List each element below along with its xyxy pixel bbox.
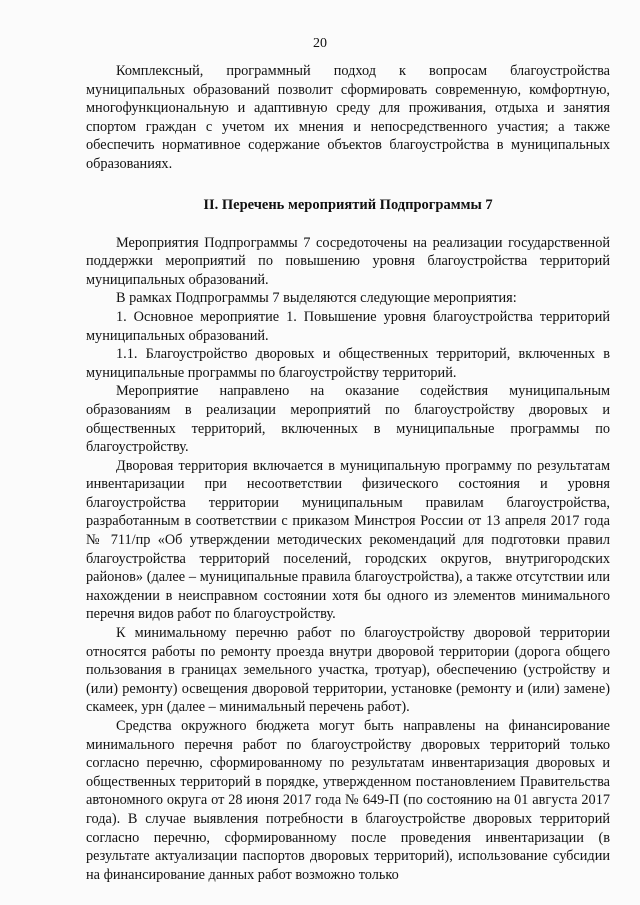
section-title: II. Перечень мероприятий Подпрограммы 7 <box>203 196 493 213</box>
paragraph: Средства окружного бюджета могут быть направлены на финансирование минимального перечня работ по благоустройству дворовых территорий только согласно перечню, сформированному по результатам инвентаризация дворовых и общественных территорий в порядке, утвержденном постановлением Правительства автономного округа от 28 июня 2017 года № 649-П (по состоянию на 01 августа 2017 года). В случае выявления потребности в благоустройстве дворовых территорий согласно перечню, сформированному после проведения инвентаризации (в результате актуализации паспортов дворовых территорий), использование субсидии на финансирование данных работ возможно только <box>86 718 610 883</box>
paragraph: Мероприятие направлено на оказание содействия муниципальным образованиям в реализации мероприятий по благоустройству дворовых и общественных территорий, включенных в муниципальные программы по благоустройству. <box>86 383 610 456</box>
paragraph: К минимальному перечню работ по благоустройству дворовой территории относятся работы по ремонту проезда внутри дворовой территории (дорога общего пользования в границах земельного участка, тротуар), обеспечению (устройству и (или) ремонту) освещения дворовой территории, установке (ремонту и (или) замене) скамеек, урн (далее – минимальный перечень работ). <box>86 625 610 716</box>
document-body <box>86 62 610 884</box>
paragraph: 1.1. Благоустройство дворовых и общественных территорий, включенных в муниципальные программы по благоустройству территорий. <box>86 346 610 381</box>
paragraph: В рамках Подпрограммы 7 выделяются следующие мероприятия: <box>116 290 517 307</box>
paragraph: 1. Основное мероприятие 1. Повышение уровня благоустройства территорий муниципальных образований. <box>86 308 610 344</box>
page-number: 20 <box>313 36 327 51</box>
paragraph: Дворовая территория включается в муниципальную программу по результатам инвентаризации при несоответствии физического состояния и уровня благоустройства территории муниципальным правилам благоустройства, разработанным в соответствии с приказом Минстроя России от 13 апреля 2017 года № 711/пр «Об утверждении методических рекомендаций для подготовки правил благоустройства территорий поселений, городских округов, внутригородских районов» (далее – муниципальные правила благоустройства), а также отсутствии или нахождении в неисправном состоянии хотя бы одного из элементов минимального перечня видов работ по благоустройству. <box>86 457 610 623</box>
paragraph-intro: Комплексный, программный подход к вопросам благоустройства муниципальных образований позволит сформировать современную, комфортную, многофункциональную и адаптивную среду для проживания, отдыха и занятия спортом граждан с учетом их мнения и непосредственного участия; а также обеспечить нормативное содержание объектов благоустройства в муниципальных образованиях. <box>86 63 610 172</box>
paragraph: Мероприятия Подпрограммы 7 сосредоточены на реализации государственной поддержки мероприятий по повышению уровня благоустройства территорий муниципальных образований. <box>86 234 610 288</box>
